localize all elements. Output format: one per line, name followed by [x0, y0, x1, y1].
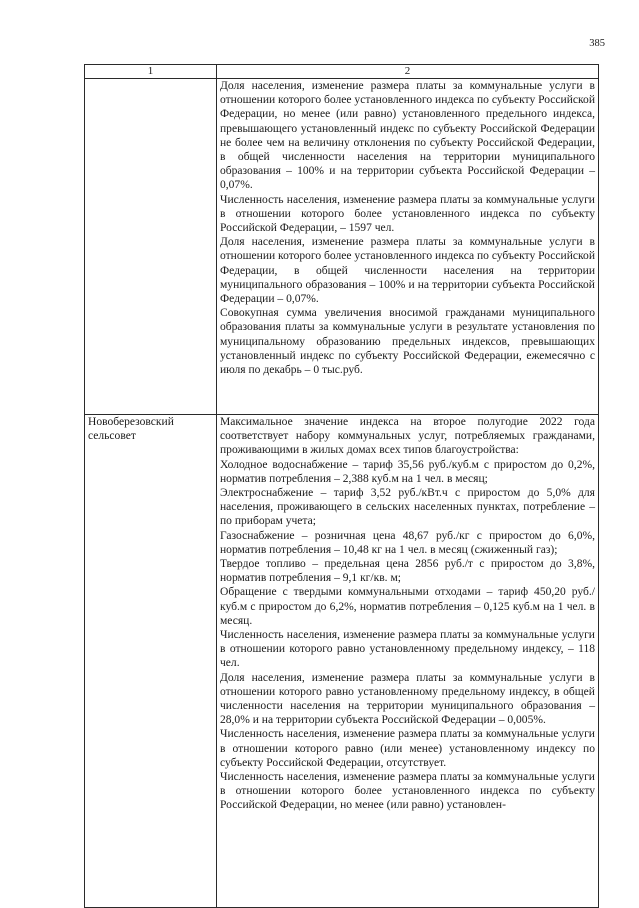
paragraph: Электроснабжение – тариф 3,52 руб./кВт.ч с приростом до 5,0% для населения, проживающего в сельских населенных пунктах, потребление – по приборам учета;	[220, 487, 595, 528]
paragraph: Совокупная сумма увеличения вносимой гражданами муниципального образования платы за коммунальные услуги в результате установления по муниципальному образованию предельных индексов, превышающих установленный индекс по субъекту Российской Федерации, ежемесячно с июля по декабрь – 0 тыс.руб.	[220, 307, 595, 377]
table-header-row	[85, 65, 599, 79]
paragraph: Доля населения, изменение размера платы за коммунальные услуги в отношении которого равно установленному предельному индексу, в общей численности населения на территории муниципального образования – 28,0% и на территории субъекта Российской Федерации – 0,005%.	[220, 671, 595, 727]
paragraph: Доля населения, изменение размера платы за коммунальные услуги в отношении которого более установленного индекса по субъекту Российской Федерации, в общей численности населения на территории муниципального образования – 100% и на территории субъекта Российской Федерации – 0,07%.	[220, 236, 596, 306]
description-cell	[217, 415, 599, 908]
paragraph: Твердое топливо – предельная цена 2856 руб./т с приростом до 3,8%, норматив потребления – 9,1 кг/кв. м;	[220, 558, 595, 585]
paragraph: Холодное водоснабжение – тариф 35,56 руб./куб.м с приростом до 0,2%, норматив потребления – 2,388 куб.м на 1 чел. в месяц;	[220, 458, 595, 485]
paragraph: Газоснабжение – розничная цена 48,67 руб./кг с приростом до 6,0%, норматив потребления – 10,48 кг на 1 чел. в месяц (сжиженный газ);	[220, 529, 595, 556]
column-header-1: 1	[85, 65, 217, 79]
document-table	[84, 64, 599, 908]
paragraph: Численность населения, изменение размера платы за коммунальные услуги в отношении которого более установленного индекса по субъекту Российской Федерации, но менее (или равно) установлен-	[220, 771, 595, 812]
municipality-cell	[85, 79, 217, 415]
table-row	[85, 415, 599, 908]
paragraph: Численность населения, изменение размера платы за коммунальные услуги в отношении которого равно установленному предельному индексу, – 118 чел.	[220, 629, 595, 670]
table-row	[85, 79, 599, 415]
paragraph: Доля населения, изменение размера платы за коммунальные услуги в отношении которого более установленного индекса по субъекту Российской Федерации, но менее (или равно) установленного предельного индекса, превышающего установленный индекс по субъекту Российской Федерации не более чем на величину отклонения по субъекту Российской Федерации, в общей численности населения на территории муниципального образования – 100% и на территории субъекта Российской Федерации – 0,07%.	[220, 80, 596, 192]
municipality-cell: Новоберезовский сельсовет	[85, 415, 217, 908]
description-cell	[217, 79, 599, 415]
paragraph: Максимальное значение индекса на второе полугодие 2022 года соответствует набору коммунальных услуг, потребляемых гражданами, проживающими в жилых домах всех типов благоустройства:	[220, 416, 595, 457]
column-header-2: 2	[217, 65, 599, 79]
paragraph: Обращение с твердыми коммунальными отходами – тариф 450,20 руб./куб.м с приростом до 6,2%, норматив потребления – 0,125 куб.м на 1 чел. в месяц.	[220, 586, 595, 627]
page-number: 385	[589, 38, 605, 49]
paragraph: Численность населения, изменение размера платы за коммунальные услуги в отношении которого равно (или менее) установленному индексу по субъекту Российской Федерации, отсутствует.	[220, 728, 595, 769]
paragraph: Численность населения, изменение размера платы за коммунальные услуги в отношении которого более установленного индекса по субъекту Российской Федерации, – 1597 чел.	[220, 193, 595, 235]
